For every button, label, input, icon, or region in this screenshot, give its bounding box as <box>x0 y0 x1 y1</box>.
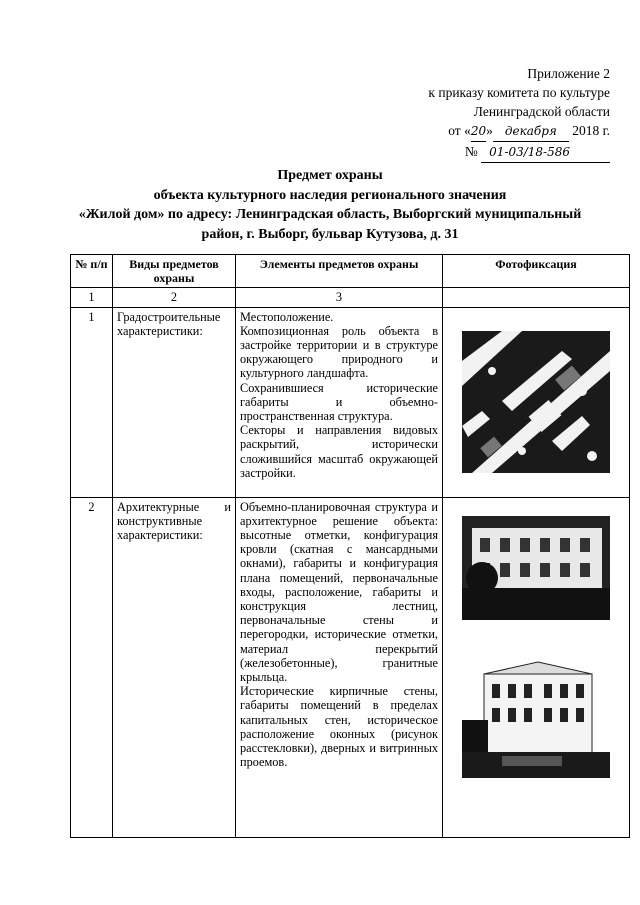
index-cell-2: 2 <box>113 288 236 307</box>
header-num: № п/п <box>71 255 113 288</box>
title-line-4: район, г. Выборг, бульвар Кутузова, д. 31 <box>201 226 459 242</box>
appendix-line-1: Приложение 2 <box>527 66 610 81</box>
header-type: Виды предметов охраны <box>113 255 236 288</box>
header-elements: Элементы предметов охраны <box>236 255 443 288</box>
document-title <box>40 166 620 244</box>
title-line-1: Предмет охраны <box>277 168 383 183</box>
index-cell-1: 1 <box>71 288 113 307</box>
date-day: 20 <box>471 122 486 142</box>
date-prefix: от « <box>448 123 471 138</box>
date-mid: » <box>486 123 493 138</box>
appendix-line-3: Ленинградской области <box>473 104 610 119</box>
appendix-block <box>428 64 610 163</box>
protection-table <box>70 254 630 838</box>
index-cell-4 <box>443 288 630 307</box>
index-cell-3: 3 <box>236 288 443 307</box>
appendix-number <box>428 142 610 163</box>
row-elements <box>236 497 443 837</box>
title-line-2: объекта культурного наследия регионального значения <box>153 187 507 203</box>
number-prefix: № <box>464 144 478 159</box>
number-value: 01-03/18-586 <box>481 143 610 163</box>
element-text: Исторические кирпичные стены, габариты помещений в пределах капитальных стен, историческое расположение оконных (рисунок расстекловки), дверных и витринных проемов. <box>240 684 438 770</box>
title-line-3: «Жилой дом» по адресу: Ленинградская область, Выборгский муниципальный <box>78 207 582 222</box>
row-num: 2 <box>71 497 113 837</box>
table-header-row <box>71 255 630 288</box>
element-text: Объемно-планировочная структура и архитектурное решение объекта: высотные отметки, конфигурация кровли (скатная с мансардными окнами), габариты и конфигурация плана помещений, первоначальные входы, расположение, габариты и конструкция лестниц, первоначальные стены и перегородки, исторические отметки, материал перекрытий (железобетонные), гранитные крыльца. <box>240 499 438 685</box>
table-row <box>71 497 630 837</box>
row-num: 1 <box>71 307 113 497</box>
table-row <box>71 307 630 497</box>
row-type: Градостроительные характеристики: <box>113 307 236 497</box>
element-text: Композиционная роль объекта в застройке территории и в структуре окружающего природного и культурного ландшафта. <box>240 323 438 381</box>
appendix-line-2: к приказу комитета по культуре <box>428 85 610 100</box>
appendix-date <box>428 121 610 142</box>
table-index-row <box>71 288 630 307</box>
element-text: Местоположение. <box>240 309 334 324</box>
date-year: 2018 г. <box>572 123 610 138</box>
row-photo <box>443 307 630 497</box>
date-month: декабря <box>493 122 569 142</box>
row-elements <box>236 307 443 497</box>
street-photo <box>462 660 610 778</box>
element-text: Сохранившиеся исторические габариты и объемно-пространственная структура. <box>240 380 438 424</box>
facade-photo <box>462 508 610 620</box>
aerial-photo <box>462 331 610 473</box>
element-text: Секторы и направления видовых раскрытий, исторически сложившийся масштаб окружающей застройки. <box>240 423 438 480</box>
row-type: Архитектурные и конструктивные характеристики: <box>113 497 236 837</box>
row-photo <box>443 497 630 837</box>
header-photo: Фотофиксация <box>443 255 630 288</box>
